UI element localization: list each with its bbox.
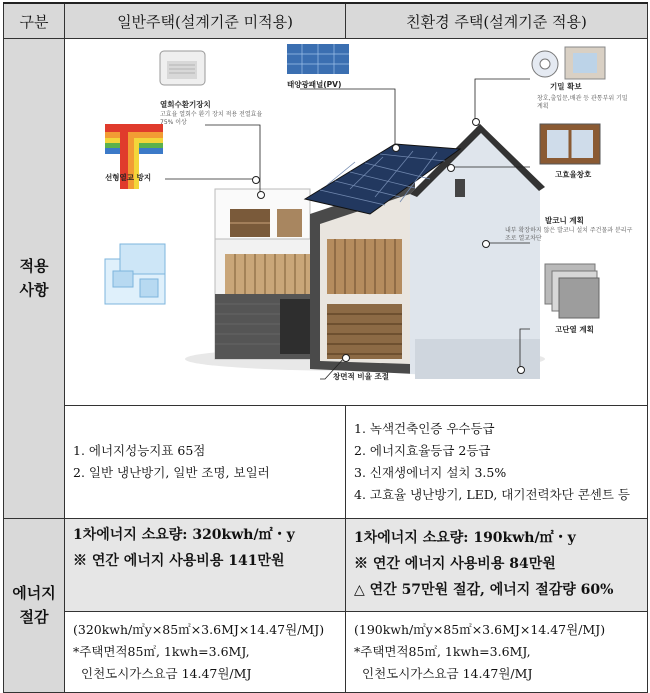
eco-calc-line: (190kwh/㎡y×85㎡×3.6MJ×14.47원/MJ) xyxy=(354,621,606,637)
callout-insulation: 고단열 계획 xyxy=(555,325,594,334)
items-row xyxy=(4,406,648,519)
eco-item: 3. 신재생에너지 설치 3.5% xyxy=(354,465,507,480)
callout-balcony-desc: 내부 확장하지 않은 발코니 설치 주건물과 분리구조로 열교차단 xyxy=(505,227,633,242)
general-calc-cell xyxy=(65,612,346,693)
general-item: 2. 일반 냉난방기, 일반 조명, 보일러 xyxy=(73,465,270,480)
row-label-saving xyxy=(4,519,65,693)
header-row xyxy=(4,3,648,39)
eco-items-cell xyxy=(346,406,648,519)
eco-energy-cell xyxy=(346,519,648,612)
general-calc-line: 인천도시가스요금 14.47원/MJ xyxy=(81,666,252,682)
general-calc-line: *주택면적85㎡, 1kwh=3.6MJ, xyxy=(73,643,250,659)
callout-airtight: 기밀 확보 xyxy=(550,82,582,91)
house-illustration xyxy=(65,39,648,406)
callout-thermal-bridge: 선형열교 방지 xyxy=(105,173,152,182)
eco-item: 2. 에너지효율등급 2등급 xyxy=(354,443,491,459)
row-label-saving-text: 에너지 절감 xyxy=(12,584,56,626)
callout-solar-panel: 태양광패널(PV) xyxy=(287,80,342,89)
eco-calc-cell xyxy=(346,612,648,693)
general-energy-cell xyxy=(65,519,346,612)
eco-energy-line: ※ 연간 에너지 사용비용 84만원 xyxy=(354,556,556,573)
callout-airtight-desc: 창호,출입문,배관 등 관통부위 기밀계획 xyxy=(537,95,628,110)
general-item: 1. 에너지성능지표 65점 xyxy=(73,443,206,459)
eco-calc-line: *주택면적85㎡, 1kwh=3.6MJ, xyxy=(354,643,531,659)
callout-window-ratio: 창면적 비율 조절 xyxy=(333,372,389,381)
general-energy-line: ※ 연간 에너지 사용비용 141만원 xyxy=(73,552,285,569)
eco-calc-line: 인천도시가스요금 14.47원/MJ xyxy=(362,666,533,682)
row-label-apply xyxy=(4,39,65,519)
callout-heat-recovery: 열회수환기장치 xyxy=(160,100,211,109)
general-energy-line: 1차에너지 소요량: 320kwh/㎡・y xyxy=(73,527,295,543)
eco-energy-line: △ 연간 57만원 절감, 에너지 절감량 60% xyxy=(354,581,614,598)
eco-item: 4. 고효율 냉난방기, LED, 대기전력차단 콘센트 등 xyxy=(354,486,630,502)
callout-window: 고효율창호 xyxy=(555,170,592,179)
header-category: 구분 xyxy=(4,3,65,39)
eco-item: 1. 녹색건축인증 우수등급 xyxy=(354,421,495,437)
header-eco-house: 친환경 주택(설계기준 적용) xyxy=(346,3,648,39)
header-general-house: 일반주택(설계기준 미적용) xyxy=(65,3,346,39)
comparison-table xyxy=(3,2,648,693)
illustration-row xyxy=(4,39,648,406)
callout-balcony: 발코니 계획 xyxy=(545,216,584,225)
calc-row xyxy=(4,612,648,693)
callout-heat-recovery-desc: 고효율 열회수 환기 장치 적용 전열효율 75% 이상 xyxy=(160,111,263,126)
general-calc-line: (320kwh/㎡y×85㎡×3.6MJ×14.47원/MJ) xyxy=(73,621,325,637)
general-items-cell xyxy=(65,406,346,519)
energy-row xyxy=(4,519,648,612)
eco-energy-line: 1차에너지 소요량: 190kwh/㎡・y xyxy=(354,530,576,547)
row-label-apply-text: 적용 사항 xyxy=(19,257,49,299)
